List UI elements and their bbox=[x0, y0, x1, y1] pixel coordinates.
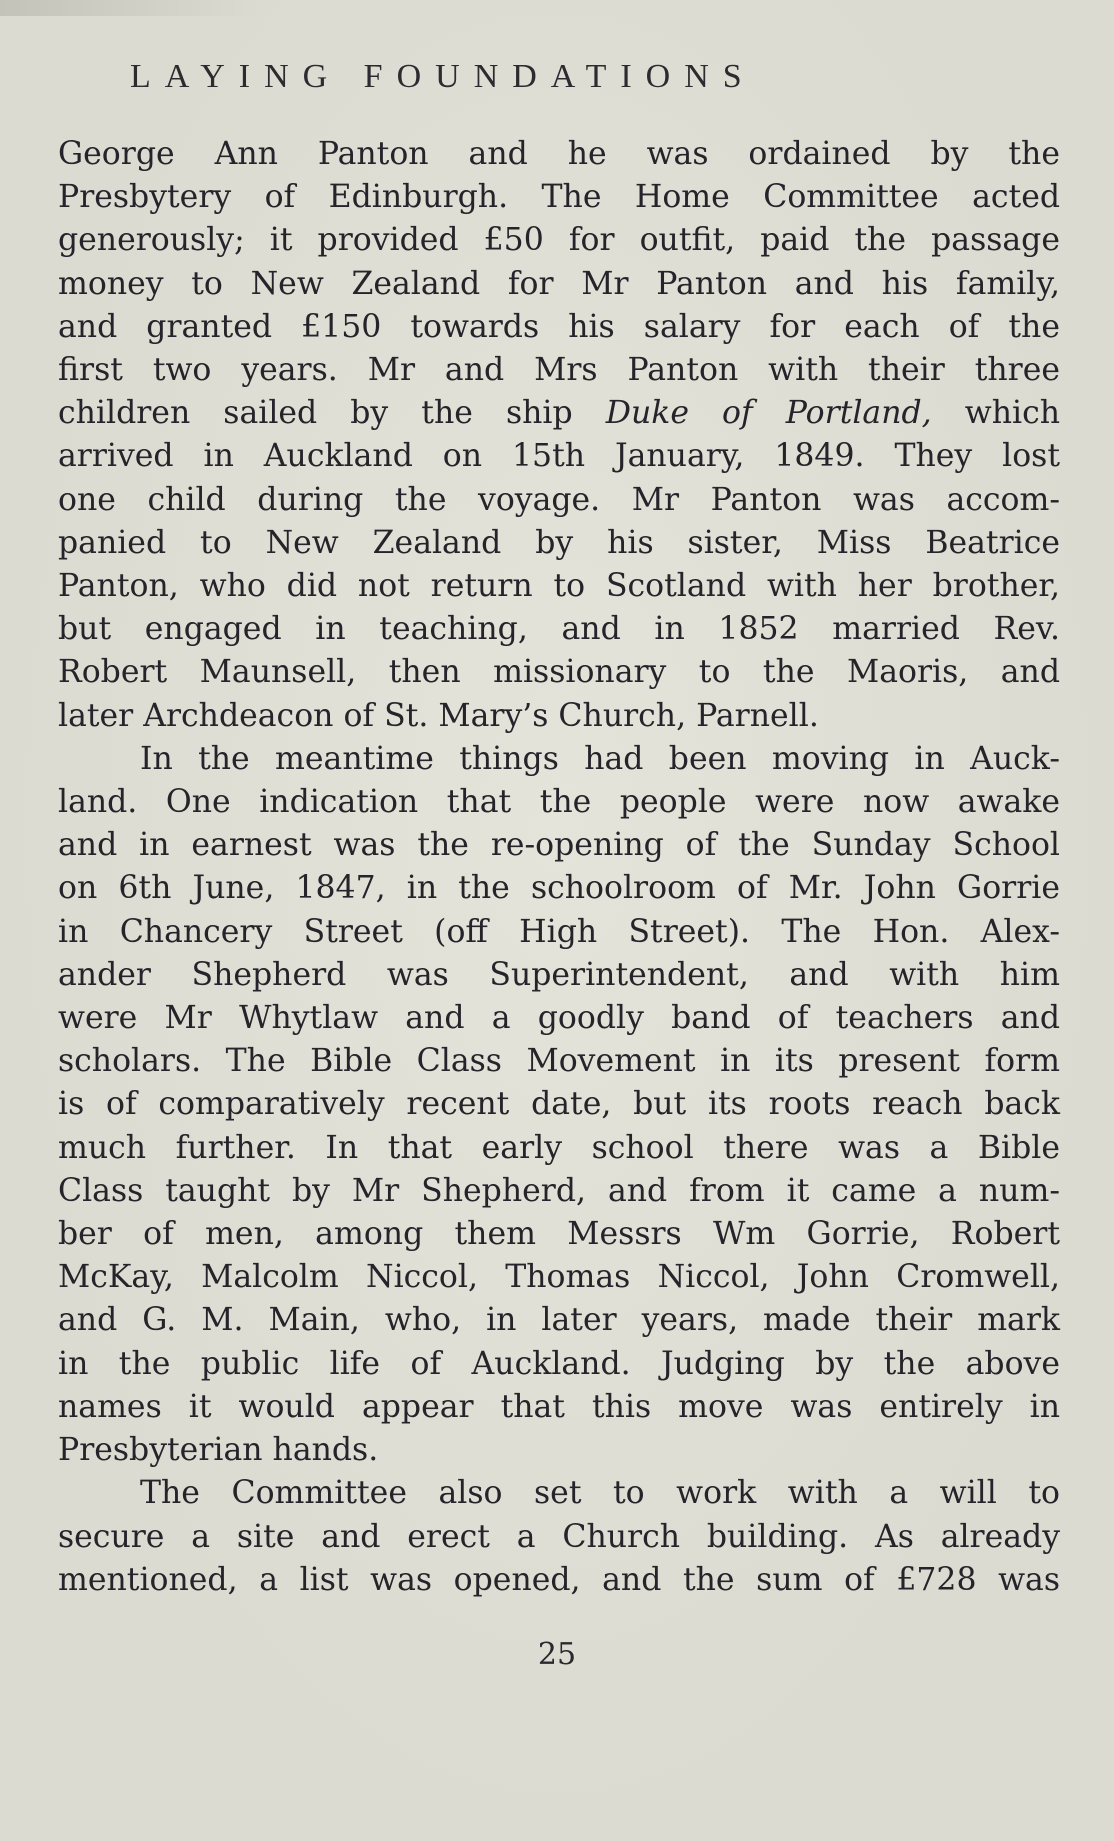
paragraph-1-line: but engaged in teaching, and in 1852 married Rev. bbox=[58, 611, 1060, 648]
paragraph-2-line: and G. M. Main, who, in later years, made their mark bbox=[58, 1302, 1060, 1339]
paragraph-1-line: George Ann Panton and he was ordained by the bbox=[58, 136, 1060, 172]
paragraph-2-line: names it would appear that this move was entirely in bbox=[58, 1388, 1060, 1425]
paragraph-2-line: were Mr Whytlaw and a goodly band of teachers and bbox=[58, 1000, 1060, 1037]
paragraph-1-line: money to New Zealand for Mr Panton and his family, bbox=[58, 265, 1060, 302]
paragraph-1-ship-line bbox=[58, 392, 1060, 435]
ship-line-after: which bbox=[931, 395, 1060, 432]
paragraph-2-first-line: In the meantime things had been moving in Auck- bbox=[140, 740, 1060, 777]
paragraph-2-line: ander Shepherd was Superintendent, and with him bbox=[58, 956, 1060, 993]
paragraph-1-last-line: later Archdeacon of St. Mary’s Church, Parnell. bbox=[58, 697, 819, 734]
paragraph-1-line: and granted £150 towards his salary for each of the bbox=[58, 308, 1060, 345]
ship-name: Duke of Portland, bbox=[605, 395, 932, 432]
paragraph-2-last-line: Presbyterian hands. bbox=[58, 1432, 379, 1469]
paragraph-2-line: ber of men, among them Messrs Wm Gorrie, Robert bbox=[58, 1216, 1060, 1253]
paragraph-2-line: land. One indication that the people were now awake bbox=[58, 784, 1060, 821]
ship-line-before: children sailed by the ship bbox=[58, 395, 606, 432]
running-head: LAYING FOUNDATIONS bbox=[130, 58, 756, 95]
paragraph-1-line: one child during the voyage. Mr Panton was accom- bbox=[58, 481, 1060, 518]
paragraph-2-line: and in earnest was the re-opening of the Sunday School bbox=[58, 827, 1060, 864]
paragraph-2-line: on 6th June, 1847, in the schoolroom of Mr. John Gorrie bbox=[58, 870, 1060, 907]
paragraph-1-line: Panton, who did not return to Scotland with her brother, bbox=[58, 568, 1060, 605]
paragraph-1-line: Presbytery of Edinburgh. The Home Committee acted bbox=[58, 179, 1060, 216]
paragraph-2-line: in the public life of Auckland. Judging by the above bbox=[58, 1345, 1060, 1382]
paragraph-2-line: McKay, Malcolm Niccol, Thomas Niccol, John Cromwell, bbox=[58, 1259, 1060, 1296]
paragraph-1-line: first two years. Mr and Mrs Panton with their three bbox=[58, 352, 1060, 389]
paragraph-1-line: Robert Maunsell, then missionary to the Maoris, and bbox=[58, 654, 1060, 691]
paragraph-2-line: much further. In that early school there was a Bible bbox=[58, 1129, 1060, 1166]
paragraph-1-line: generously; it provided £50 for outfit, paid the passage bbox=[58, 222, 1060, 259]
page-scuff-mark bbox=[0, 0, 260, 16]
paragraph-3-line: mentioned, a list was opened, and the sum of £728 was bbox=[58, 1561, 1060, 1598]
page-number: 25 bbox=[537, 1637, 577, 1672]
body-text bbox=[58, 133, 1060, 1602]
paragraph-2-line: Class taught by Mr Shepherd, and from it came a num- bbox=[58, 1172, 1060, 1209]
paragraph-2-line: scholars. The Bible Class Movement in its present form bbox=[58, 1043, 1060, 1080]
paragraph-2-line: is of comparatively recent date, but its roots reach back bbox=[58, 1086, 1060, 1123]
paragraph-1-line: arrived in Auckland on 15th January, 1849. They lost bbox=[58, 438, 1060, 475]
paragraph-2-line: in Chancery Street (off High Street). The Hon. Alex- bbox=[58, 913, 1060, 950]
paragraph-3-first-line: The Committee also set to work with a will to bbox=[140, 1475, 1060, 1512]
paragraph-1-line: panied to New Zealand by his sister, Miss Beatrice bbox=[58, 524, 1060, 561]
paragraph-3-line: secure a site and erect a Church building. As already bbox=[58, 1518, 1060, 1555]
